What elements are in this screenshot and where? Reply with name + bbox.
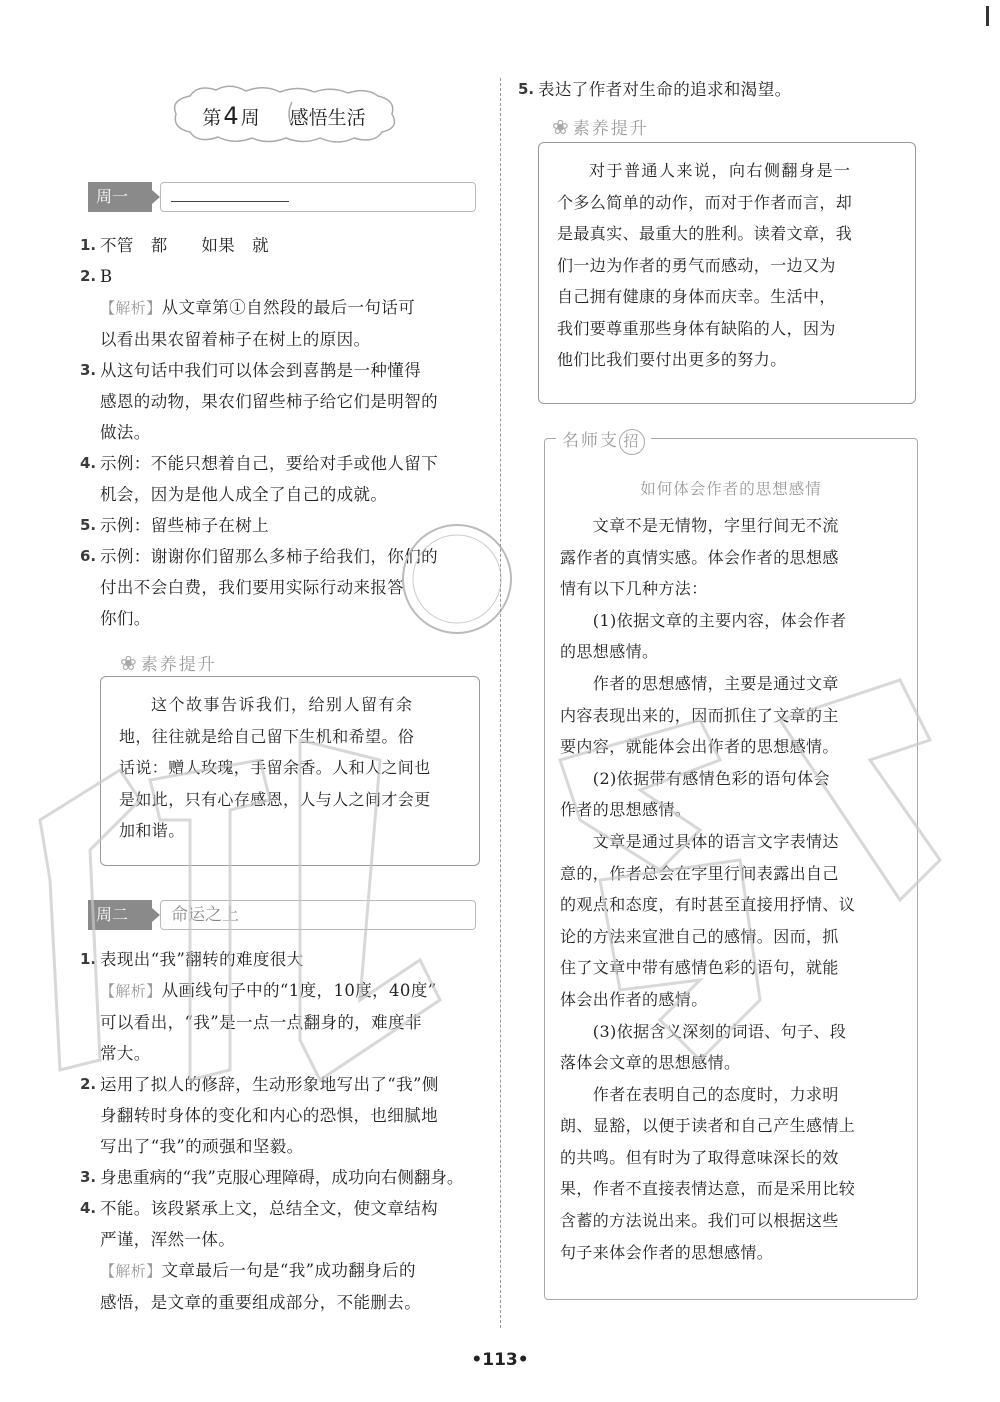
monday-tag: 周一: [88, 182, 152, 212]
tips-body: 文章不是无情物，字里行间无不流 露作者的真情实感。体会作者的思想感 情有以下几种方法： (1)依据文章的主要内容，体会作者 的思想感情。 作者的思想感情，主要是通过文章 内容表现出来的，因而抓住了文章的主 要内容，就能体会出作者的思想感情。 (2)依据带有感情色彩的语句体会 作者的思想感情。 文章是通过具体的语言文字表情达 意的，作者总会在字里行间表露出自己 的观点和态度，有时甚至直接用抒情、议 论的方法来宣泄自己的感情。因而，抓 住了文章中带有感情色彩的语句，就能 体会出作者的感情。 (3)依据含义深刻的词语、句子、段 落体会文章的思想感情。 作者在表明自己的态度时，力求明 朗、显豁，以便于读者和自己产生感情上 的共鸣。但有时为了取得意味深长的效 果，作者不直接表情达意，而是采用比较 含蓄的方法说出来。我们可以根据这些 句子来体会作者的思想感情。: [560, 516, 856, 1262]
week-number: 4: [223, 102, 239, 130]
sy-line: 个多么简单的动作，而对于作者而言，却: [557, 192, 853, 212]
answer-item: 1. 不管 都 如果 就: [80, 236, 269, 255]
tuesday-title-box: 命运之上: [160, 900, 476, 930]
answer-item: 3. 身患重病的“我”克服心理障碍，成功向右侧翻身。: [80, 1168, 464, 1187]
tips-title: 名师支 招: [556, 426, 651, 455]
tuesday-tag: 周二: [88, 900, 152, 930]
corner-mark: [986, 6, 989, 26]
right-sy-box: [538, 142, 916, 404]
answer-item: 2. 运用了拟人的修辞，生动形象地写出了“我”侧 身翻转时身体的变化和内心的恐惧，也细腻地 写出了“我”的顽强和坚毅。: [80, 1075, 439, 1156]
analysis-tag: 【解析】: [100, 299, 162, 317]
sy-line: 话说：赠人玫瑰，手留余香。人和人之间也: [119, 758, 431, 777]
sy-line: 加和谐。: [119, 821, 185, 840]
stamp-graphic: [398, 520, 516, 638]
leaf-icon: ❀: [552, 115, 571, 139]
answer-item: 3. 从这句话中我们可以体会到喜鹊是一种懂得 感恩的动物，果农们留些柿子给它们是明智的 做法。: [80, 361, 438, 442]
answer-item: 4. 不能。该段紧承上文，总结全文，使文章结构 严谨，浑然一体。: [80, 1199, 438, 1249]
tips-subtitle: 如何体会作者的思想感情: [640, 480, 822, 498]
tuesday-answers: [80, 944, 490, 1318]
analysis-block: 【解析】从文章第①自然段的最后一句话可 以看出果农留着柿子在树上的原因。: [100, 298, 416, 349]
sy-line: 们一边为作者的勇气而感动，一边又为: [557, 255, 836, 275]
tips-circle-icon: 招: [619, 429, 645, 455]
sy-line: 是如此，只有心存感恩，人与人之间才会更: [119, 789, 431, 809]
sy-line: 自己拥有健康的身体而庆幸。生活中，: [557, 287, 836, 306]
page-number: •113•: [471, 1350, 529, 1370]
answer-item: 2. B: [80, 267, 113, 286]
right-answer-5: 5. 表达了作者对生命的追求和渴望。: [518, 80, 792, 99]
sy-line: 是最真实、最重大的胜利。读着文章，我: [557, 224, 853, 243]
answer-item: 1. 表现出“我”翻转的难度很大: [80, 950, 304, 969]
sy-line: 我们要尊重那些身体有缺陷的人，因为: [557, 318, 836, 338]
sy-line: 对于普通人来说，向右侧翻身是一: [589, 161, 852, 180]
answer-item: 4. 示例：不能只想着自己，要给对手或他人留下 机会，因为是他人成全了自己的成就。: [80, 454, 438, 504]
monday-sy-box: [100, 676, 480, 866]
sy-line: 这个故事告诉我们，给别人留有余: [151, 695, 414, 714]
analysis-block: 【解析】从画线句子中的“1度，10度，40度” 可以看出，“我”是一点一点翻身的，难度非 常大。: [100, 981, 437, 1063]
monday-sy-head: ❀ 素养提升: [120, 651, 217, 675]
week-prefix: 第: [202, 107, 222, 129]
monday-header: [88, 182, 476, 212]
right-sy-head: ❀ 素养提升: [552, 115, 649, 139]
leaf-icon: ❀: [120, 651, 139, 675]
sy-line: 他们比我们要付出更多的努力。: [557, 350, 787, 369]
column-divider: [500, 78, 501, 1328]
sy-line: 地，往往就是给自己留下生机和希望。俗: [119, 726, 415, 746]
analysis-tag: 【解析】: [100, 982, 162, 1000]
analysis-block: 【解析】文章最后一句是“我”成功翻身后的 感悟，是文章的重要组成部分，不能删去。: [100, 1261, 422, 1312]
answer-item: 5. 示例：留些柿子在树上: [80, 516, 269, 535]
week-title-cloud: [168, 82, 400, 146]
tuesday-header: [88, 900, 476, 930]
answer-item: 6. 示例：谢谢你们留那么多柿子给我们，你们的 付出不会白费，我们要用实际行动来报答 你们。: [80, 547, 438, 628]
week-suffix: 周: [240, 107, 260, 129]
monday-title-box: [160, 182, 476, 212]
analysis-tag: 【解析】: [100, 1262, 162, 1280]
week-theme: 感悟生活: [289, 107, 366, 129]
